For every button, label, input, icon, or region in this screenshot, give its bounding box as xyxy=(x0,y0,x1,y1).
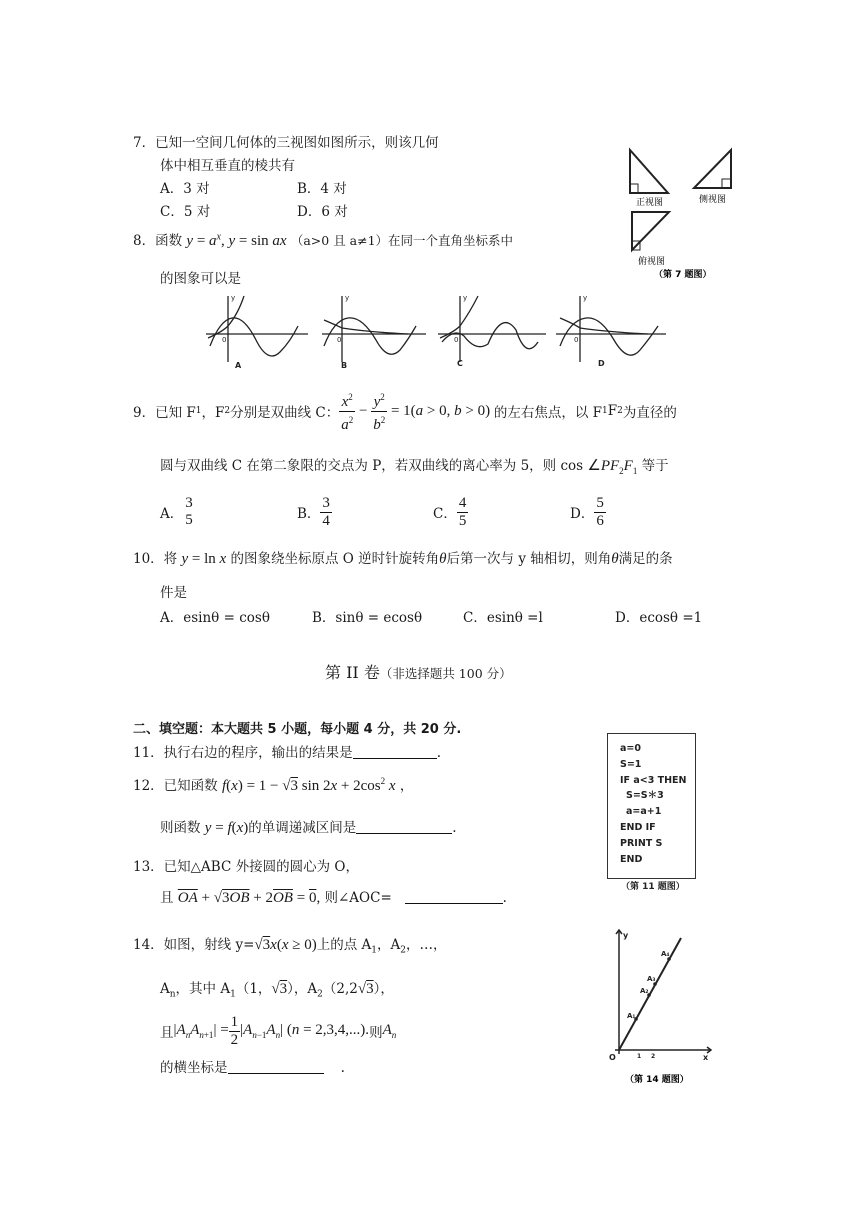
q9-options xyxy=(160,492,620,532)
q13-line2: 且 $\overline{OA} + √3\overline{OB} + 2\overline{OB} = 0$, 则∠AOC= . xyxy=(160,890,507,906)
q9-option-d: D． $\frac{5}{6}$ xyxy=(570,494,604,529)
program-line: PRINT S xyxy=(620,837,663,849)
q14-line4: 的横坐标是 . xyxy=(160,1060,345,1076)
q10-option-c: C．esinθ =l xyxy=(463,610,543,626)
program-line: IF a<3 THEN xyxy=(620,774,687,786)
section2-heading: 二、填空题：本大题共 5 小题，每小题 4 分，共 20 分. xyxy=(133,722,462,737)
top-view-label: 俯视图 xyxy=(638,257,666,267)
q7-option-d: D．6 对 xyxy=(297,204,348,220)
tick-1-label: 1 xyxy=(637,1053,642,1060)
q10-option-d: D．ecosθ =1 xyxy=(615,610,703,626)
q12-line1: 12．已知函数 f(x) = 1 − √3 $\sin 2x + 2\cos^2$ x ， xyxy=(133,776,414,794)
program-line: a=0 xyxy=(620,743,641,754)
q14-caption: （第 14 题图） xyxy=(625,1075,689,1085)
q12-line2: 则函数 y = f(x)的单调递减区间是 . xyxy=(160,820,457,836)
a3-label: A₃ xyxy=(647,975,656,983)
q14-line1: 14．如图，射线 y=√3x(x ≥ 0)上的点 $A_1$，$A_2$，…， xyxy=(133,937,447,956)
a2-label: A₂ xyxy=(640,987,649,995)
program-line: END IF xyxy=(620,821,656,833)
q14-figure xyxy=(593,922,723,1092)
graph-c xyxy=(438,296,546,362)
q13-line1: 13．已知△ABC 外接圆的圆心为 O， xyxy=(133,859,359,875)
three-view-figure xyxy=(610,140,750,285)
q9-line1: 9．已知 F 1 ，F 2 分别是双曲线 C： $\frac{x^2}{a^2}$ − $\frac{y^2}{b^2}$ = 1(a > 0, b > 0) 的左右焦点，以 F 1 F 2 为直径的 xyxy=(133,388,677,434)
top-view-triangle xyxy=(632,212,669,250)
q8-graph-options xyxy=(198,290,673,370)
svg-text:0: 0 xyxy=(574,336,579,344)
graph-c-label: C xyxy=(457,359,463,368)
q14-line2: $A_n$，其中 $A_1(1$，√3），$A_2(2,2√3)$， xyxy=(160,981,394,1000)
tick-2-label: 2 xyxy=(651,1053,656,1060)
graph-a xyxy=(206,296,308,362)
q7-line1: 7．已知一空间几何体的三视图如图所示，则该几何 xyxy=(133,135,439,151)
graph-d xyxy=(556,296,666,362)
q10-line1: 10．将 y = ln x 的图象绕坐标原点 O 逆时针旋转角θ后第一次与 y 轴相切，则角θ满足的条 xyxy=(133,551,673,567)
graph-a-label: A xyxy=(235,361,242,370)
svg-text:y: y xyxy=(583,294,588,302)
svg-text:y: y xyxy=(345,294,350,302)
q7-option-b: B．4 对 xyxy=(297,181,347,197)
q8-line1: 8．函数 $y = a^x$, y = sin ax （a>0 且 a≠1）在同一个直角坐标系中 xyxy=(133,231,514,249)
a1-label: A₁ xyxy=(627,1012,636,1020)
q7-caption: （第 7 题图） xyxy=(654,270,712,280)
q10-option-b: B．sinθ = ecosθ xyxy=(312,610,423,626)
q9-option-c: C． $\frac{4}{5}$ xyxy=(433,494,467,529)
a4-label: A₄ xyxy=(661,950,670,958)
q10-option-a: A．esinθ = cosθ xyxy=(160,610,270,626)
q8-condition: （a>0 且 a≠1）在同一个直角坐标系中 xyxy=(290,233,514,248)
q11-caption: （第 11 题图） xyxy=(621,882,685,892)
front-view-triangle xyxy=(630,150,668,193)
part2-title: 第 II 卷（非选择题共 100 分） xyxy=(325,663,512,682)
q9-option-b: B． $\frac{3}{4}$ xyxy=(297,494,330,529)
q7-option-c: C．5 对 xyxy=(160,204,211,220)
q8-number: 8．函数 xyxy=(133,233,183,249)
q9-line2: 圆与双曲线 C 在第二象限的交点为 P，若双曲线的离心率为 5，则 $\cos \angle PF_2F_1$ 等于 xyxy=(160,458,669,476)
q8-line2: 的图象可以是 xyxy=(160,271,241,287)
graph-b-label: B xyxy=(341,361,348,370)
q10-line2: 件是 xyxy=(160,585,187,601)
program-line: S=S＊3 xyxy=(626,790,664,802)
x-label: x xyxy=(703,1053,709,1062)
side-view-label: 侧视图 xyxy=(699,195,727,205)
front-view-label: 正视图 xyxy=(636,198,664,208)
q9-fraction-y: $\frac{y^2}{b^2}$ xyxy=(373,391,386,433)
q8-functions: y xyxy=(186,233,194,249)
origin-label: O xyxy=(609,1053,616,1062)
side-view-triangle xyxy=(694,150,731,188)
svg-text:0: 0 xyxy=(222,336,227,344)
q11-line: 11．执行右边的程序，输出的结果是 . xyxy=(133,745,441,761)
q9-fraction-x: $\frac{x^2}{a^2}$ xyxy=(341,391,354,433)
q7-line2: 体中相互垂直的棱共有 xyxy=(160,158,295,174)
program-line: END xyxy=(620,853,643,865)
program-line: a=a+1 xyxy=(626,806,662,818)
y-label: y xyxy=(623,931,629,940)
graph-d-label: D xyxy=(598,359,605,368)
q14-line3: 且 $|A_nA_{n+1}|$ = $\frac{1}{2}$ $|A_{n-1}A_n|$ (n = 2,3,4,...). 则 $A_n$ xyxy=(160,1013,397,1048)
graph-b xyxy=(322,296,426,362)
q7-option-a: A．3 对 xyxy=(160,181,210,197)
svg-text:y: y xyxy=(463,294,468,302)
program-line: S=1 xyxy=(620,758,642,770)
svg-text:y: y xyxy=(231,294,236,302)
svg-text:0: 0 xyxy=(337,336,342,344)
svg-text:0: 0 xyxy=(454,336,459,344)
q9-option-a: A． 3 5 xyxy=(160,495,193,528)
program-box xyxy=(607,733,696,879)
